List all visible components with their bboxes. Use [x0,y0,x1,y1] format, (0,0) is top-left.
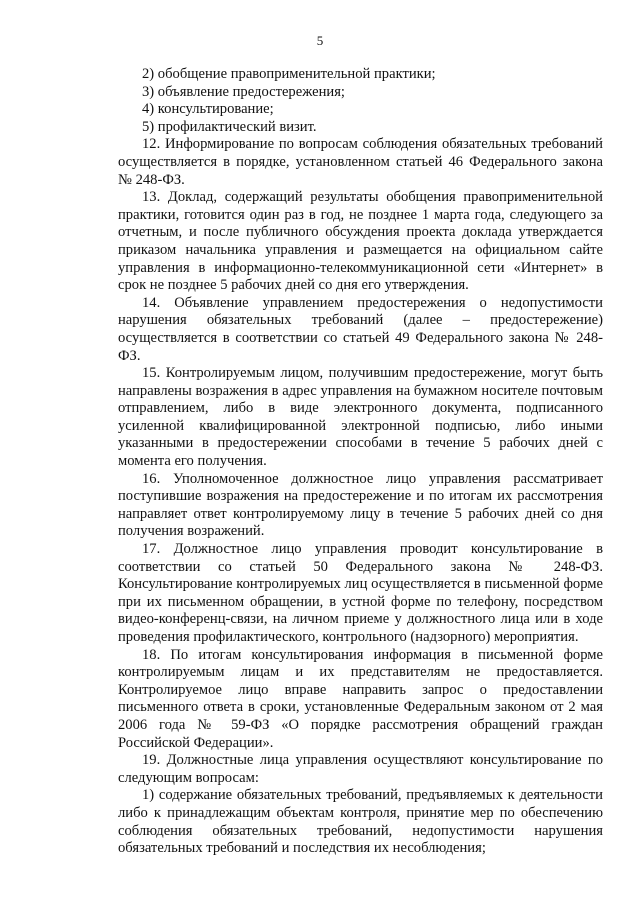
paragraph-12: 12. Информирование по вопросам соблюдения обязательных требований осуществляется в порядке, установленном статьей 46 Федерального закона № 248-ФЗ. [118,136,603,188]
paragraph-13: 13. Доклад, содержащий результаты обобщения правоприменительной практики, готовится один раз в год, не позднее 1 марта года, следующего за отчетным, и после публичного обсуждения проекта доклада утверждается приказом начальника управления и размещается на официальном сайте управления в информационно-телекоммуникационной сети «Интернет» в срок не позднее 5 рабочих дней со дня его утверждения. [118,189,603,294]
list-item: 5) профилактический визит. [142,118,317,135]
paragraph-17: 17. Должностное лицо управления проводит консультирование в соответствии со статьей 50 Федерального закона № 248-ФЗ. Консультирование контролируемых лиц осуществляется в письменной форме при их письменном обращении, в устной форме по телефону, посредством видео-конференц-связи, на личном приеме у должностного лица или в ходе проведения профилактического, контрольного (надзорного) мероприятия. [118,541,603,645]
page-number: 5 [316,33,324,48]
paragraph-14: 14. Объявление управлением предостережения о недопустимости нарушения обязательных требований (далее – предостережение) осуществляется в соответствии со статьей 49 Федерального закона № 248-ФЗ. [118,294,603,364]
paragraph-18: 18. По итогам консультирования информация в письменной форме контролируемым лицам и их представителям не предоставляется. Контролируемое лицо вправе направить запрос о предоставлении письменного ответа в сроки, установленные Федеральным законом от 2 мая 2006 года № 59-ФЗ «О порядке рассмотрения обращений граждан Российской Федерации». [118,646,603,751]
list-item: 2) обобщение правоприменительной практики; [142,66,436,82]
paragraph-19: 19. Должностные лица управления осуществляют консультирование по следующим вопросам: [118,752,603,786]
document-body [118,66,603,858]
paragraph-15: 15. Контролируемым лицом, получившим предостережение, могут быть направлены возражения в адрес управления на бумажном носителе почтовым отправлением, либо в виде электронного документа, подписанного усиленной квалифицированной электронной подписью, либо иными указанными в предостережении способами в течение 5 рабочих дней с момента его получения. [118,365,603,470]
list-item: 1) содержание обязательных требований, предъявляемых к деятельности либо к принадлежащим объектам контроля, принятие мер по обеспечению соблюдения обязательных требований, недопустимости нарушения обязательных требований и последствия их несоблюдения; [118,787,603,857]
list-item: 3) объявление предостережения; [142,83,345,100]
paragraph-16: 16. Уполномоченное должностное лицо управления рассматривает поступившие возражения на предостережение и по итогам их рассмотрения направляет ответ контролируемому лицу в течение 5 рабочих дней со дня получения возражений. [118,470,603,540]
list-item: 4) консультирование; [142,101,274,118]
